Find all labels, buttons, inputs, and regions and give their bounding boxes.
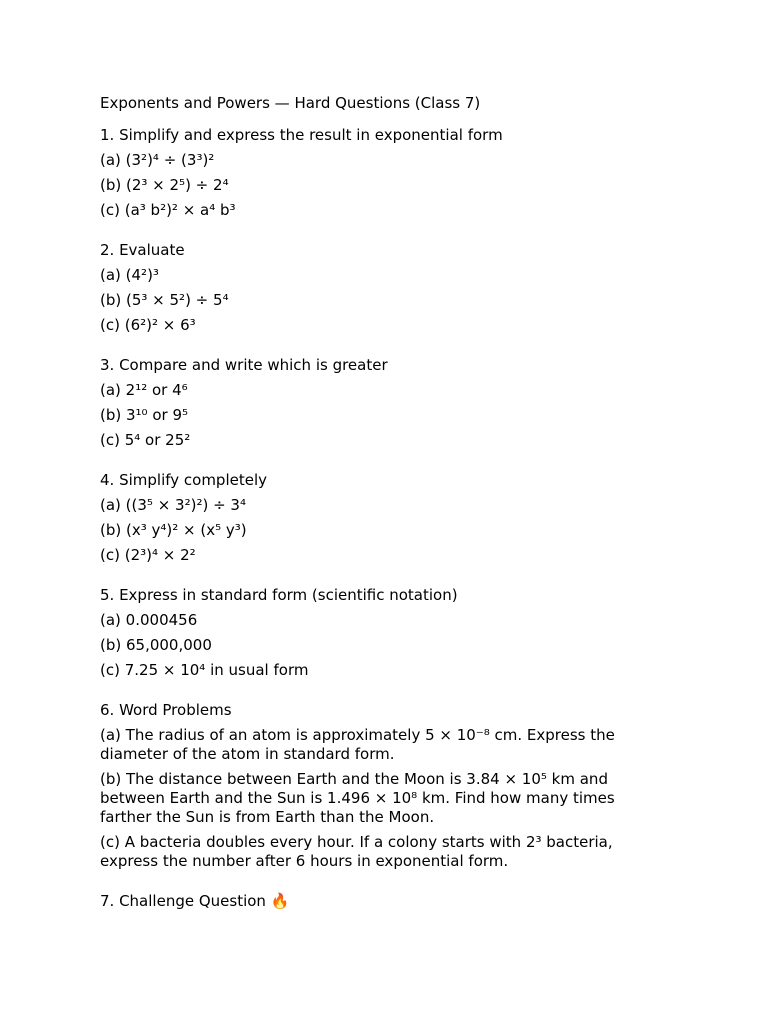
question-section-3 — [100, 356, 660, 450]
section-heading: 6. Word Problems — [100, 701, 232, 719]
question-item: (c) (6²)² × 6³ — [100, 316, 196, 334]
question-item: (a) (3²)⁴ ÷ (3³)² — [100, 151, 215, 169]
question-item: (b) (2³ × 2⁵) ÷ 2⁴ — [100, 176, 229, 194]
question-item: (a) 2¹² or 4⁶ — [100, 381, 188, 399]
question-item: (c) (2³)⁴ × 2² — [100, 546, 196, 564]
question-section-7 — [100, 892, 660, 911]
question-item: (a) ((3⁵ × 3²)²) ÷ 3⁴ — [100, 496, 246, 514]
question-item: (c) 7.25 × 10⁴ in usual form — [100, 661, 309, 679]
section-heading: 5. Express in standard form (scientific notation) — [100, 586, 458, 604]
section-heading: 7. Challenge Question 🔥 — [100, 892, 290, 910]
question-item: (a) (4²)³ — [100, 266, 159, 284]
question-item: (b) 65,000,000 — [100, 636, 212, 654]
section-heading: 3. Compare and write which is greater — [100, 356, 388, 374]
question-item: (b) (5³ × 5²) ÷ 5⁴ — [100, 291, 229, 309]
question-section-4 — [100, 471, 660, 565]
question-item: (b) The distance between Earth and the Moon is 3.84 × 10⁵ km and between Earth and the Sun is 1.496 × 10⁸ km. Find how many times farther the Sun is from Earth than the Moon. — [100, 770, 615, 826]
question-item: (a) 0.000456 — [100, 611, 198, 629]
question-section-5 — [100, 586, 660, 680]
question-section-6 — [100, 701, 660, 871]
question-item: (c) (a³ b²)² × a⁴ b³ — [100, 201, 236, 219]
section-heading: 1. Simplify and express the result in exponential form — [100, 126, 503, 144]
question-item: (b) (x³ y⁴)² × (x⁵ y³) — [100, 521, 247, 539]
question-section-2 — [100, 241, 660, 335]
section-heading: 2. Evaluate — [100, 241, 185, 259]
document-page — [100, 94, 660, 932]
question-item: (c) A bacteria doubles every hour. If a colony starts with 2³ bacteria, express the number after 6 hours in exponential form. — [100, 833, 613, 870]
question-item: (c) 5⁴ or 25² — [100, 431, 191, 449]
question-item: (b) 3¹⁰ or 9⁵ — [100, 406, 189, 424]
document-title: Exponents and Powers — Hard Questions (Class 7) — [100, 94, 481, 112]
question-section-1 — [100, 126, 660, 220]
section-heading: 4. Simplify completely — [100, 471, 268, 489]
question-item: (a) The radius of an atom is approximately 5 × 10⁻⁸ cm. Express the diameter of the atom in standard form. — [100, 726, 615, 763]
